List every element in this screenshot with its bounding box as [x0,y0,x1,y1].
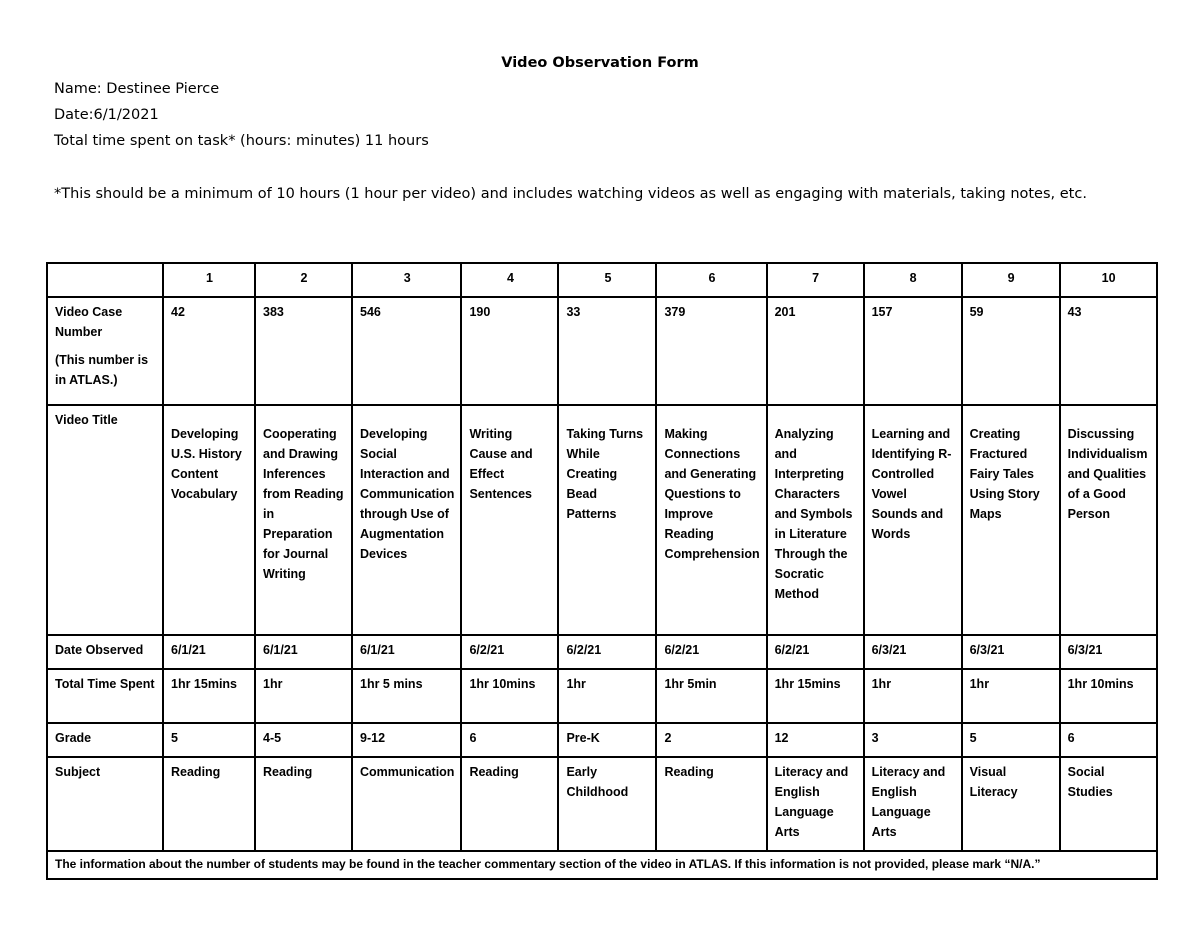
column-header: 6 [656,263,766,297]
time-cell: 1hr 15mins [163,669,255,723]
row-label-title: Video Title [47,405,163,635]
time-cell: 1hr [558,669,656,723]
column-header: 1 [163,263,255,297]
date-cell: 6/3/21 [864,635,962,669]
subject-cell: Literacy and English Language Arts [767,757,864,851]
date-cell: 6/2/21 [767,635,864,669]
video-title-cell: Discussing Individualism and Qualities of a Good Person [1060,405,1157,635]
grade-cell: 6 [461,723,558,757]
date-line: Date:6/1/2021 [54,107,159,123]
row-label-note: (This number is in ATLAS.) [55,353,149,387]
time-cell: 1hr [864,669,962,723]
row-label-subject: Subject [47,757,163,851]
date-observed-row [47,635,1157,669]
column-header: 4 [461,263,558,297]
subject-cell: Literacy and English Language Arts [864,757,962,851]
row-label-text: Video Case Number [55,305,123,339]
date-cell: 6/3/21 [1060,635,1157,669]
case-number-cell: 59 [962,297,1060,405]
row-label-grade: Grade [47,723,163,757]
time-cell: 1hr 5min [656,669,766,723]
date-cell: 6/2/21 [558,635,656,669]
case-number-cell: 201 [767,297,864,405]
time-cell: 1hr 10mins [1060,669,1157,723]
footer-row [47,851,1157,879]
subject-cell: Reading [461,757,558,851]
row-label-case-number [47,297,163,405]
observation-table [46,262,1158,880]
subject-cell: Visual Literacy [962,757,1060,851]
time-cell: 1hr [255,669,352,723]
video-title-row [47,405,1157,635]
header-corner [47,263,163,297]
date-cell: 6/1/21 [255,635,352,669]
grade-cell: 12 [767,723,864,757]
grade-cell: 9-12 [352,723,461,757]
case-number-cell: 33 [558,297,656,405]
subject-cell: Reading [656,757,766,851]
date-cell: 6/2/21 [656,635,766,669]
subject-cell: Early Childhood [558,757,656,851]
column-header: 10 [1060,263,1157,297]
video-title-cell: Learning and Identifying R- Controlled Vowel Sounds and Words [864,405,962,635]
requirement-note: *This should be a minimum of 10 hours (1 hour per video) and includes watching videos as well as engaging with materials, taking notes, etc. [54,186,1087,202]
header-row [47,263,1157,297]
column-header: 2 [255,263,352,297]
row-label-date: Date Observed [47,635,163,669]
video-title-cell: Making Connections and Generating Questions to Improve Reading Comprehension [656,405,766,635]
case-number-cell: 157 [864,297,962,405]
form-title: Video Observation Form [501,55,699,71]
grade-cell: 6 [1060,723,1157,757]
column-header: 8 [864,263,962,297]
date-cell: 6/2/21 [461,635,558,669]
grade-cell: Pre-K [558,723,656,757]
grade-row [47,723,1157,757]
time-cell: 1hr 5 mins [352,669,461,723]
time-cell: 1hr 15mins [767,669,864,723]
date-cell: 6/1/21 [163,635,255,669]
case-number-cell: 546 [352,297,461,405]
video-title-cell: Developing Social Interaction and Communication through Use of Augmentation Devices [352,405,461,635]
case-number-cell: 43 [1060,297,1157,405]
subject-cell: Reading [255,757,352,851]
case-number-cell: 190 [461,297,558,405]
subject-cell: Social Studies [1060,757,1157,851]
name-line: Name: Destinee Pierce [54,81,220,97]
row-label-time: Total Time Spent [47,669,163,723]
video-case-number-row [47,297,1157,405]
subject-row [47,757,1157,851]
column-header: 3 [352,263,461,297]
total-time-row [47,669,1157,723]
grade-cell: 2 [656,723,766,757]
video-title-cell: Analyzing and Interpreting Characters and Symbols in Literature Through the Socratic Method [767,405,864,635]
video-title-cell: Writing Cause and Effect Sentences [461,405,558,635]
column-header: 7 [767,263,864,297]
case-number-cell: 383 [255,297,352,405]
grade-cell: 4-5 [255,723,352,757]
video-title-cell: Developing U.S. History Content Vocabulary [163,405,255,635]
time-cell: 1hr 10mins [461,669,558,723]
column-header: 9 [962,263,1060,297]
subject-cell: Communication [352,757,461,851]
grade-cell: 5 [163,723,255,757]
grade-cell: 3 [864,723,962,757]
students-info-note: The information about the number of students may be found in the teacher commentary section of the video in ATLAS. If this information is not provided, please mark “N/A.” [47,851,1157,879]
time-cell: 1hr [962,669,1060,723]
case-number-cell: 379 [656,297,766,405]
video-title-cell: Creating Fractured Fairy Tales Using Story Maps [962,405,1060,635]
column-header: 5 [558,263,656,297]
date-cell: 6/1/21 [352,635,461,669]
grade-cell: 5 [962,723,1060,757]
time-spent-line: Total time spent on task* (hours: minutes) 11 hours [54,133,429,149]
video-title-cell: Taking Turns While Creating Bead Patterns [558,405,656,635]
subject-cell: Reading [163,757,255,851]
video-title-cell: Cooperating and Drawing Inferences from Reading in Preparation for Journal Writing [255,405,352,635]
case-number-cell: 42 [163,297,255,405]
date-cell: 6/3/21 [962,635,1060,669]
